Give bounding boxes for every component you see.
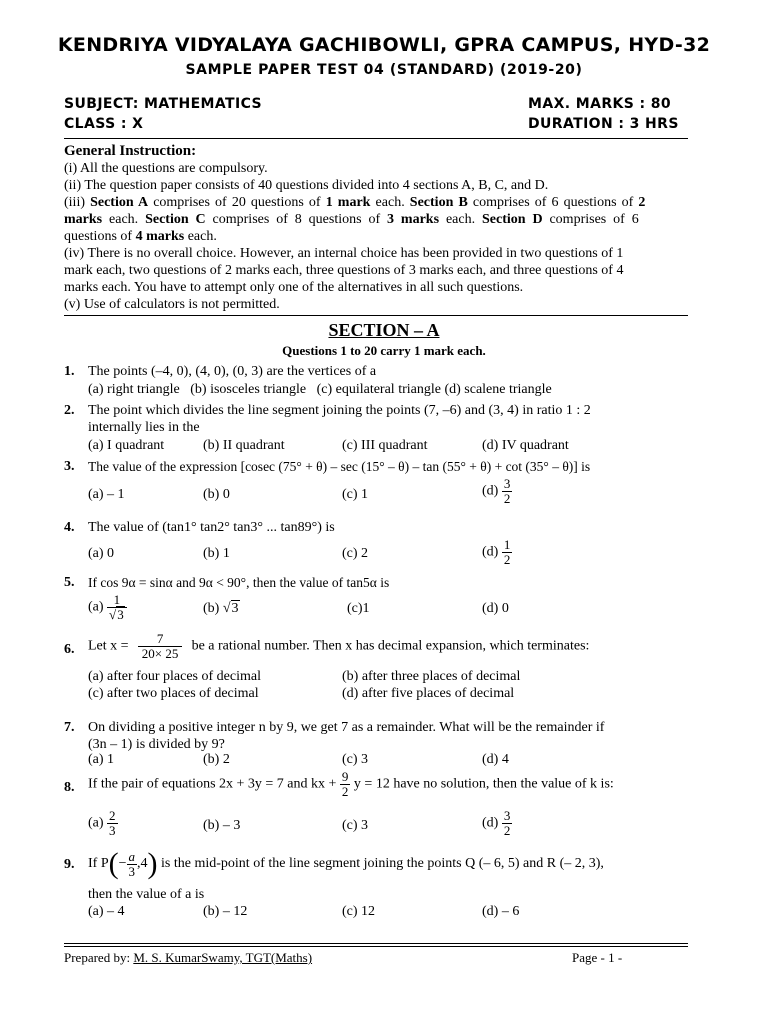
instruction-iv-line2: mark each, two questions of 2 marks each, three questions of 3 marks each, and three questions of 4 bbox=[64, 263, 624, 278]
question-6-text: Let x = $\frac{7}{20\times 25}$ be a rational number. Then x has decimal expansion, which terminates: bbox=[88, 631, 590, 661]
question-9-number: 9. bbox=[64, 857, 75, 872]
question-9-option-d: (d) – 6 bbox=[482, 904, 520, 919]
question-8-fraction: $\frac{9}{2}$ bbox=[341, 769, 349, 799]
question-4-option-b: (b) 1 bbox=[203, 546, 230, 561]
section-title: SECTION – A bbox=[328, 320, 440, 340]
instruction-ii: (ii) The question paper consists of 40 questions divided into 4 sections A, B, C, and D. bbox=[64, 178, 549, 193]
question-8-option-d: (d) $\frac{3}{2}$ bbox=[482, 808, 511, 838]
question-9-option-a: (a) – 4 bbox=[88, 904, 125, 919]
question-4-option-c: (c) 2 bbox=[342, 546, 369, 561]
question-5-option-b: (b) √3 bbox=[203, 601, 239, 616]
question-5-option-a: (a) $\frac{1}{√3}$ bbox=[88, 593, 127, 622]
question-7-option-a: (a) 1 bbox=[88, 752, 115, 767]
question-6-option-d: (d) after five places of decimal bbox=[342, 686, 515, 701]
question-4-number: 4. bbox=[64, 520, 75, 535]
question-4-text: The value of (tan1° tan2° tan3° ... tan89°) is bbox=[88, 520, 335, 535]
question-9-option-c: (c) 12 bbox=[342, 904, 376, 919]
question-3-text: The value of the expression [cosec (75° + θ) – sec (15° – θ) – tan (55° + θ) + cot (35° – θ)] is bbox=[88, 459, 591, 474]
footer-page-number: Page - 1 - bbox=[572, 950, 623, 965]
question-6-fraction: $\frac{7}{20\times 25}$ bbox=[138, 632, 182, 661]
question-7-option-b: (b) 2 bbox=[203, 752, 230, 767]
question-6-option-a: (a) after four places of decimal bbox=[88, 669, 261, 684]
instruction-iv-line1: (iv) There is no overall choice. However, an internal choice has been provided in two questions of 1 bbox=[64, 246, 624, 261]
instruction-iii-line3: questions of 4 marks each. bbox=[64, 229, 217, 244]
school-title: KENDRIYA VIDYALAYA GACHIBOWLI, GPRA CAMPUS, HYD-32 bbox=[57, 34, 711, 56]
question-7-text-2: (3n – 1) is divided by 9? bbox=[88, 737, 225, 752]
subject-label: SUBJECT: MATHEMATICS bbox=[64, 96, 262, 112]
question-9-fraction: $\frac{a}{3}$ bbox=[128, 848, 136, 879]
question-4-option-a: (a) 0 bbox=[88, 546, 115, 561]
question-7-number: 7. bbox=[64, 720, 75, 735]
instruction-iii-line2: marks each. Section C comprises of 8 questions of 3 marks each. Section D comprises of 6 bbox=[64, 212, 639, 227]
question-2-text-2: internally lies in the bbox=[88, 420, 200, 435]
question-2-option-b: (b) II quadrant bbox=[203, 438, 285, 453]
instruction-iv-line3: marks each. You have to attempt only one of the alternatives in all such questions. bbox=[64, 280, 524, 295]
question-7-text-1: On dividing a positive integer n by 9, we get 7 as a remainder. What will be the remainder if bbox=[88, 720, 605, 735]
question-8-option-a-fraction: $\frac{2}{3}$ bbox=[109, 808, 116, 838]
question-6-number: 6. bbox=[64, 642, 75, 657]
header-rule bbox=[64, 138, 688, 139]
question-3-option-b: (b) 0 bbox=[203, 487, 230, 502]
question-4-fraction: $\frac{1}{2}$ bbox=[503, 537, 511, 567]
question-5-option-d: (d) 0 bbox=[482, 601, 509, 616]
question-8-option-c: (c) 3 bbox=[342, 818, 369, 833]
question-1-number: 1. bbox=[64, 364, 75, 379]
section-subtitle: Questions 1 to 20 carry 1 mark each. bbox=[282, 343, 486, 358]
question-5-number: 5. bbox=[64, 575, 75, 590]
question-2-option-c: (c) III quadrant bbox=[342, 438, 428, 453]
question-2-option-d: (d) IV quadrant bbox=[482, 438, 569, 453]
question-3-number: 3. bbox=[64, 459, 75, 474]
instruction-v: (v) Use of calculators is not permitted. bbox=[64, 297, 280, 312]
footer-prepared-by: Prepared by: M. S. KumarSwamy, TGT(Maths) bbox=[64, 950, 313, 965]
question-2-text-1: The point which divides the line segment joining the points (7, –6) and (3, 4) in ratio 1 : 2 bbox=[88, 403, 591, 418]
question-5-fraction: $\frac{1}{√3}$ bbox=[107, 593, 127, 622]
question-9-text-2: then the value of a is bbox=[88, 887, 205, 902]
question-2-number: 2. bbox=[64, 403, 75, 418]
question-8-number: 8. bbox=[64, 780, 75, 795]
question-8-option-d-fraction: $\frac{3}{2}$ bbox=[503, 808, 511, 838]
question-3-option-c: (c) 1 bbox=[342, 487, 369, 502]
question-2-option-a: (a) I quadrant bbox=[88, 438, 165, 453]
instructions-title: General Instruction: bbox=[64, 143, 197, 159]
paper-title: SAMPLE PAPER TEST 04 (STANDARD) (2019-20) bbox=[185, 62, 583, 78]
footer-rule-top bbox=[64, 943, 688, 944]
question-8-option-a: (a) $\frac{2}{3}$ bbox=[88, 808, 116, 838]
question-9-text: If P(− $\frac{a}{3}$ ,4) is the mid-point of the line segment joining the points Q (– 6, 5) and R (– 2, 3), bbox=[88, 847, 604, 880]
question-5-option-c: (c)1 bbox=[347, 601, 370, 616]
question-4-option-d: (d) $\frac{1}{2}$ bbox=[482, 537, 511, 567]
max-marks-label: MAX. MARKS : 80 bbox=[528, 96, 672, 112]
instruction-iii-line1: (iii) Section A comprises of 20 questions of 1 mark each. Section B comprises of 6 questions of 2 bbox=[64, 195, 646, 210]
question-9-option-b: (b) – 12 bbox=[203, 904, 248, 919]
question-3-option-d: (d) $\frac{3}{2}$ bbox=[482, 476, 511, 506]
question-8-text: If the pair of equations 2x + 3y = 7 and kx + $\frac{9}{2}$ y = 12 have no solution, then the value of k is: bbox=[88, 769, 614, 799]
question-6-option-b: (b) after three places of decimal bbox=[342, 669, 521, 684]
footer-rule-bottom bbox=[64, 946, 688, 947]
duration-label: DURATION : 3 HRS bbox=[528, 116, 679, 132]
instruction-i: (i) All the questions are compulsory. bbox=[64, 161, 268, 176]
question-1-options: (a) right triangle (b) isosceles triangle (c) equilateral triangle (d) scalene triangle bbox=[88, 382, 552, 397]
question-7-option-c: (c) 3 bbox=[342, 752, 369, 767]
instructions-rule bbox=[64, 315, 688, 316]
question-3-option-a: (a) – 1 bbox=[88, 487, 125, 502]
question-5-text: If cos 9α = sinα and 9α < 90°, then the value of tan5α is bbox=[88, 575, 390, 590]
question-3-fraction: $\frac{3}{2}$ bbox=[503, 476, 511, 506]
question-6-option-c: (c) after two places of decimal bbox=[88, 686, 259, 701]
question-1-text: The points (–4, 0), (4, 0), (0, 3) are the vertices of a bbox=[88, 364, 377, 379]
question-7-option-d: (d) 4 bbox=[482, 752, 509, 767]
question-8-option-b: (b) – 3 bbox=[203, 818, 241, 833]
class-label: CLASS : X bbox=[64, 116, 144, 132]
